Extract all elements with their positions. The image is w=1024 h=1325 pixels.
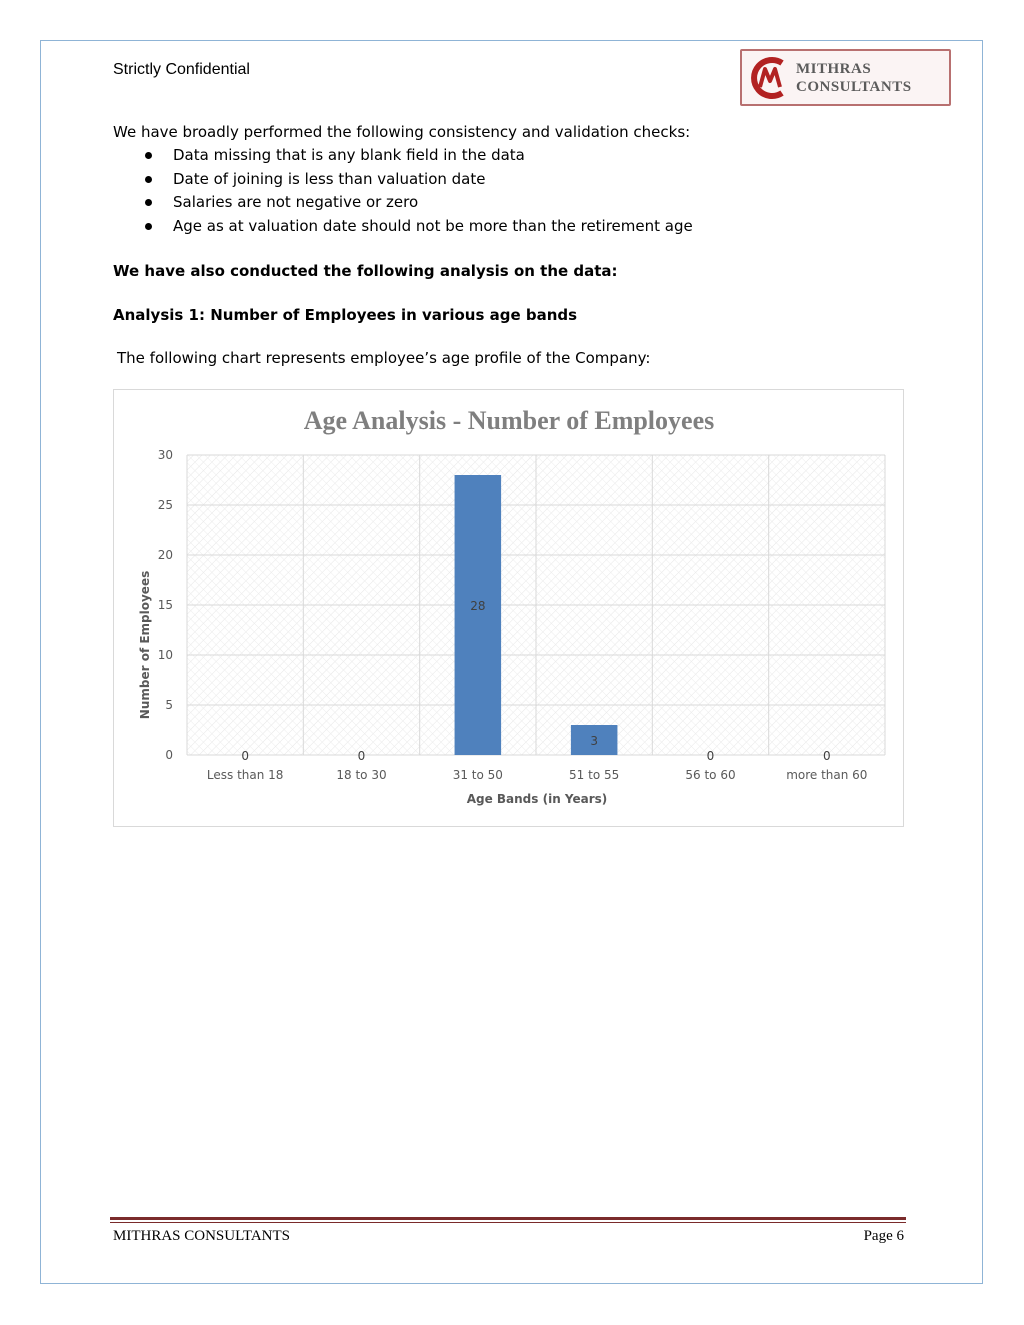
y-tick-label: 15 <box>157 598 173 612</box>
bullet-icon <box>145 199 152 206</box>
analysis-title: Analysis 1: Number of Employees in various age bands <box>113 306 578 324</box>
list-item <box>145 146 693 170</box>
check-text: Data missing that is any blank field in the data <box>173 146 525 164</box>
y-axis-label: Number of Employees <box>138 570 152 720</box>
chart-title: Age Analysis - Number of Employees <box>303 406 715 435</box>
footer-rule-thin <box>110 1222 906 1223</box>
x-tick-label: 31 to 50 <box>452 768 503 782</box>
footer-rule <box>110 1217 906 1220</box>
data-label: 0 <box>241 749 249 763</box>
logo-mark-icon <box>746 55 792 101</box>
data-label: 0 <box>823 749 831 763</box>
chart-intro: The following chart represents employee’s age profile of the Company: <box>117 349 651 367</box>
bar <box>455 475 502 755</box>
y-tick-label: 5 <box>165 698 173 712</box>
data-label: 28 <box>470 599 486 613</box>
bullet-icon <box>145 176 152 183</box>
y-tick-label: 20 <box>157 548 173 562</box>
x-axis-label: Age Bands (in Years) <box>466 792 608 806</box>
check-text: Salaries are not negative or zero <box>173 193 419 211</box>
data-label: 0 <box>357 749 366 763</box>
y-tick-label: 25 <box>157 498 173 512</box>
checks-list <box>145 146 693 240</box>
list-item <box>145 193 693 217</box>
confidentiality-label: Strictly Confidential <box>113 61 250 78</box>
logo-text-line2: CONSULTANTS <box>796 79 912 95</box>
analysis-intro: We have also conducted the following analysis on the data: <box>113 262 618 280</box>
checks-intro: We have broadly performed the following consistency and validation checks: <box>113 123 691 141</box>
x-tick-label: 56 to 60 <box>685 768 736 782</box>
page-number: Page 6 <box>863 1228 904 1244</box>
company-logo <box>740 49 951 106</box>
data-label: 0 <box>706 749 715 763</box>
bullet-icon <box>145 223 152 230</box>
y-tick-label: 0 <box>165 748 173 762</box>
logo-text-line1: MITHRAS <box>796 61 872 77</box>
y-tick-label: 30 <box>157 448 173 462</box>
y-tick-label: 10 <box>157 648 173 662</box>
footer-company: MITHRAS CONSULTANTS <box>113 1228 291 1244</box>
x-tick-label: 51 to 55 <box>569 768 620 782</box>
x-tick-label: more than 60 <box>786 768 868 782</box>
age-analysis-chart <box>113 389 904 827</box>
list-item <box>145 170 693 194</box>
check-text: Age as at valuation date should not be more than the retirement age <box>173 216 693 235</box>
chart-svg <box>114 390 905 828</box>
list-item <box>145 217 693 241</box>
bullet-icon <box>145 152 152 159</box>
check-text: Date of joining is less than valuation date <box>173 169 486 188</box>
x-tick-label: 18 to 30 <box>336 768 387 782</box>
x-tick-label: Less than 18 <box>206 768 284 782</box>
data-label: 3 <box>590 734 598 748</box>
